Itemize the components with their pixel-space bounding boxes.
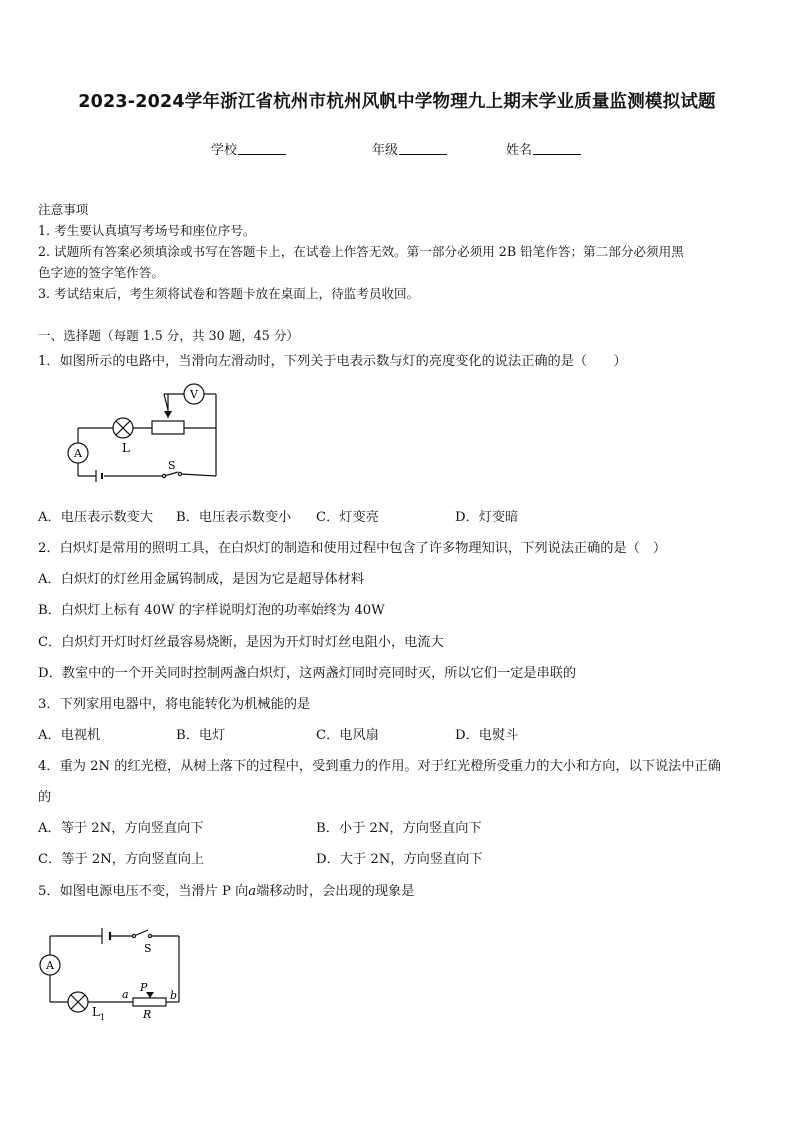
note-item: 色字迹的签字笔作答。	[38, 265, 164, 280]
resistor-label: R	[143, 1008, 152, 1021]
option-b: B．白炽灯上标有 40W 的字样说明灯泡的功率始终为 40W	[38, 603, 385, 618]
end-b-label: b	[170, 989, 178, 1002]
name-label: 姓名	[506, 143, 533, 158]
question-stem: 1．如图所示的电路中，当滑向左滑动时，下列关于电表示数与灯的亮度变化的说法正确的是（ ）	[38, 354, 627, 369]
option-a: A．白炽灯的灯丝用金属钨制成，是因为它是超导体材料	[38, 572, 365, 587]
ammeter-icon	[68, 443, 88, 463]
question-stem	[38, 883, 414, 901]
stem-variable: a	[248, 884, 257, 899]
voltmeter-label: V	[190, 388, 198, 401]
question-stem-continued: 的	[38, 790, 52, 805]
school-blank	[238, 142, 286, 155]
note-item: 2. 试题所有答案必须填涂或书写在答题卡上，在试卷上作答无效。第一部分必须用 2B 铅笔作答；第二部分必须用黑	[38, 244, 684, 259]
option-a: A．电压表示数变大	[38, 510, 154, 525]
option-b: B．小于 2N，方向竖直向下	[316, 821, 482, 836]
note-item: 1. 考生要认真填写考场号和座位序号。	[38, 223, 256, 238]
option-d: D．电熨斗	[455, 728, 519, 743]
ammeter-icon	[40, 955, 60, 975]
circuit-diagram-5	[36, 920, 186, 1024]
lamp-label: L	[122, 441, 130, 455]
lamp-subscript: 1	[100, 1013, 106, 1022]
name-blank	[533, 142, 581, 155]
lamp-icon	[113, 418, 133, 438]
lamp-label: L	[92, 1005, 100, 1019]
slider-label: P	[140, 981, 148, 994]
question-stem: 4．重为 2N 的红光橙，从树上落下的过程中，受到重力的作用。对于红光橙所受重力的大小和方向，以下说法中正确	[38, 759, 721, 774]
name-field	[506, 139, 581, 158]
question-stem: 3．下列家用电器中，将电能转化为机械能的是	[38, 697, 311, 712]
option-b: B．电灯	[176, 728, 226, 743]
option-c: C．等于 2N，方向竖直向上	[38, 852, 205, 867]
option-b: B．电压表示数变小	[176, 510, 292, 525]
notes-heading: 注意事项	[38, 202, 89, 217]
switch-label: S	[168, 459, 176, 472]
ammeter-label: A	[46, 959, 54, 972]
school-field	[211, 139, 286, 158]
lamp-icon	[68, 992, 88, 1012]
grade-label: 年级	[372, 143, 399, 158]
grade-field	[372, 139, 447, 158]
question-stem: 2．白炽灯是常用的照明工具，在白炽灯的制造和使用过程中包含了许多物理知识，下列说法正确的是（ ）	[38, 541, 667, 556]
ammeter-label: A	[74, 447, 82, 460]
grade-blank	[399, 142, 447, 155]
option-a: A．电视机	[38, 728, 101, 743]
note-item: 3. 考试结束后，考生须将试卷和答题卡放在桌面上，待监考员收回。	[38, 286, 420, 301]
option-c: C．电风扇	[316, 728, 379, 743]
option-d: D．灯变暗	[455, 510, 519, 525]
option-d: D．教室中的一个开关同时控制两盏白炽灯，这两盏灯同时亮同时灭，所以它们一定是串联的	[38, 666, 577, 681]
school-label: 学校	[211, 143, 238, 158]
stem-part: 端移动时，会出现的现象是	[256, 884, 415, 899]
switch-label: S	[144, 942, 152, 955]
option-d: D．大于 2N，方向竖直向下	[316, 852, 483, 867]
page-title: 2023-2024学年浙江省杭州市杭州风帆中学物理九上期末学业质量监测模拟试题	[78, 92, 716, 112]
option-a: A．等于 2N，方向竖直向下	[38, 821, 204, 836]
section-heading: 一、选择题（每题 1.5 分，共 30 题，45 分）	[38, 328, 300, 343]
stem-part: 5．如图电源电压不变，当滑片 P 向	[38, 884, 249, 899]
voltmeter-icon	[184, 384, 204, 404]
end-a-label: a	[122, 988, 129, 1001]
circuit-diagram-1	[60, 382, 230, 486]
option-c: C．灯变亮	[316, 510, 379, 525]
option-c: C．白炽灯开灯时灯丝最容易烧断，是因为开灯时灯丝电阻小，电流大	[38, 635, 444, 650]
